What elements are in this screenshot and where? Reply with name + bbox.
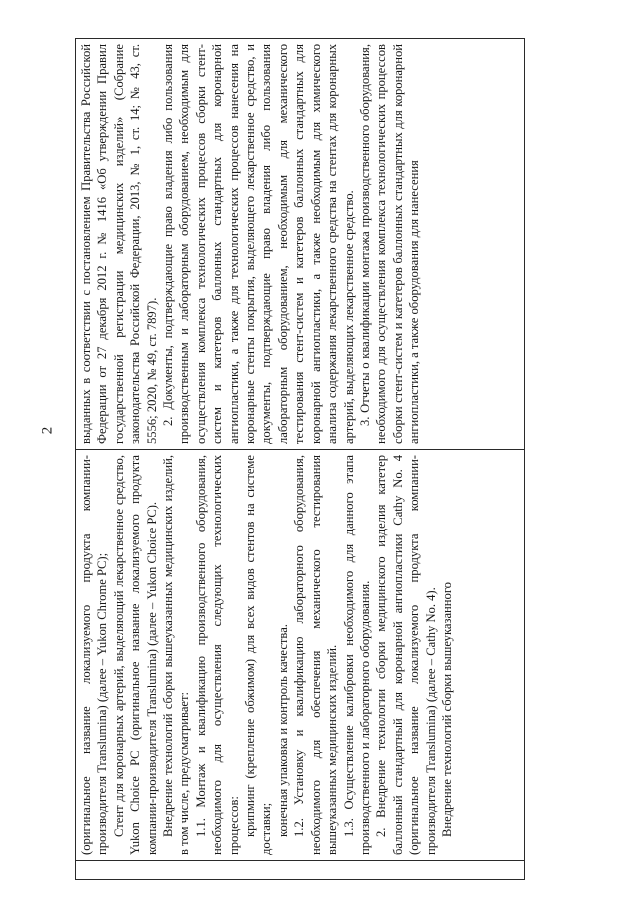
right-paragraph: 2. Документы, подтверждающие право владения либо пользования производственным и лабораторным оборудованием, необходимым для осуществления комплекса технологических процессов сборки стент-систем и катетеров баллонных стандартных для коронарной ангиопластики, а также для технологических процессов нанесения на коронарные стенты покрытия, выделяющего лекарственное средство, и документы, подтверждающие право владения либо пользования лабораторным оборудованием, необходимым для механического тестирования стент-систем и катетеров баллонных стандартных для коронарной ангиопластики, а также необходимым для химического анализа содержания лекарственного средства на стентах для коронарных артерий, выделяющих лекарственное средство.	[161, 44, 356, 444]
left-paragraph: Внедрение технологий сборки вышеуказанных медицинских изделий, в том числе, предусматривает:	[161, 455, 192, 855]
right-paragraph: 3. Отчеты о квалификации монтажа производственного оборудования, необходимого для осуществления комплекса технологических процессов сборки стент-систем и катетеров баллонных стандартных для коронарной ангиопластики, а также оборудования для нанесения	[357, 44, 422, 444]
requirements-table	[75, 38, 525, 880]
left-paragraph: 2. Внедрение технологии сборки медицинского изделия катетер баллонный стандартный для коронарной ангиопластики Cathy No. 4 (оригинальное название локализуемого продукта компании-производителя Translumina) (далее – Cathy No. 4).	[374, 455, 438, 855]
left-paragraph: 1.3. Осуществление калибровки необходимого для данного этапа производственного и лабораторного оборудования.	[341, 455, 372, 855]
left-paragraph: крипминг (крепление обжимом) для всех видов стентов на системе доставки;	[243, 455, 274, 855]
page-number: 2	[39, 426, 56, 435]
blank-column-cell	[76, 861, 525, 880]
left-column-cell	[76, 450, 525, 861]
right-paragraph: выданных в соответствии с постановлением Правительства Российской Федерации от 27 декабря 2012 г. № 1416 «Об утверждении Правил государственной регистрации медицинских изделий» (Собрание законодательства Российской Федерации, 2013, № 1, ст. 14; № 43, ст. 5556; 2020, № 49, ст. 7897).	[79, 44, 159, 444]
left-paragraph: конечная упаковка и контроль качества.	[275, 624, 290, 837]
rotated-table-wrapper	[75, 44, 525, 880]
left-paragraph: Внедрение технологий сборки вышеуказанного	[439, 582, 454, 837]
left-paragraph: 1.1. Монтаж и квалификацию производственного оборудования, необходимого для осуществления следующих технологических процессов:	[193, 455, 241, 855]
right-column-cell	[76, 39, 525, 450]
table-row	[76, 39, 525, 880]
left-paragraph: Стент для коронарных артерий, выделяющий лекарственное средство, Yukon Choice PC (оригинальное название локализуемого продукта компании-производителя Translumina) (далее – Yukon Choice PC).	[111, 455, 159, 855]
left-paragraph: (оригинальное название локализуемого продукта компании-производителя Translumina) (далее – Yukon Chrome PC);	[79, 455, 110, 855]
left-paragraph: 1.2. Установку и квалификацию лабораторного оборудования, необходимого для обеспечения механического тестирования вышеуказанных медицинских изделий.	[292, 455, 340, 855]
